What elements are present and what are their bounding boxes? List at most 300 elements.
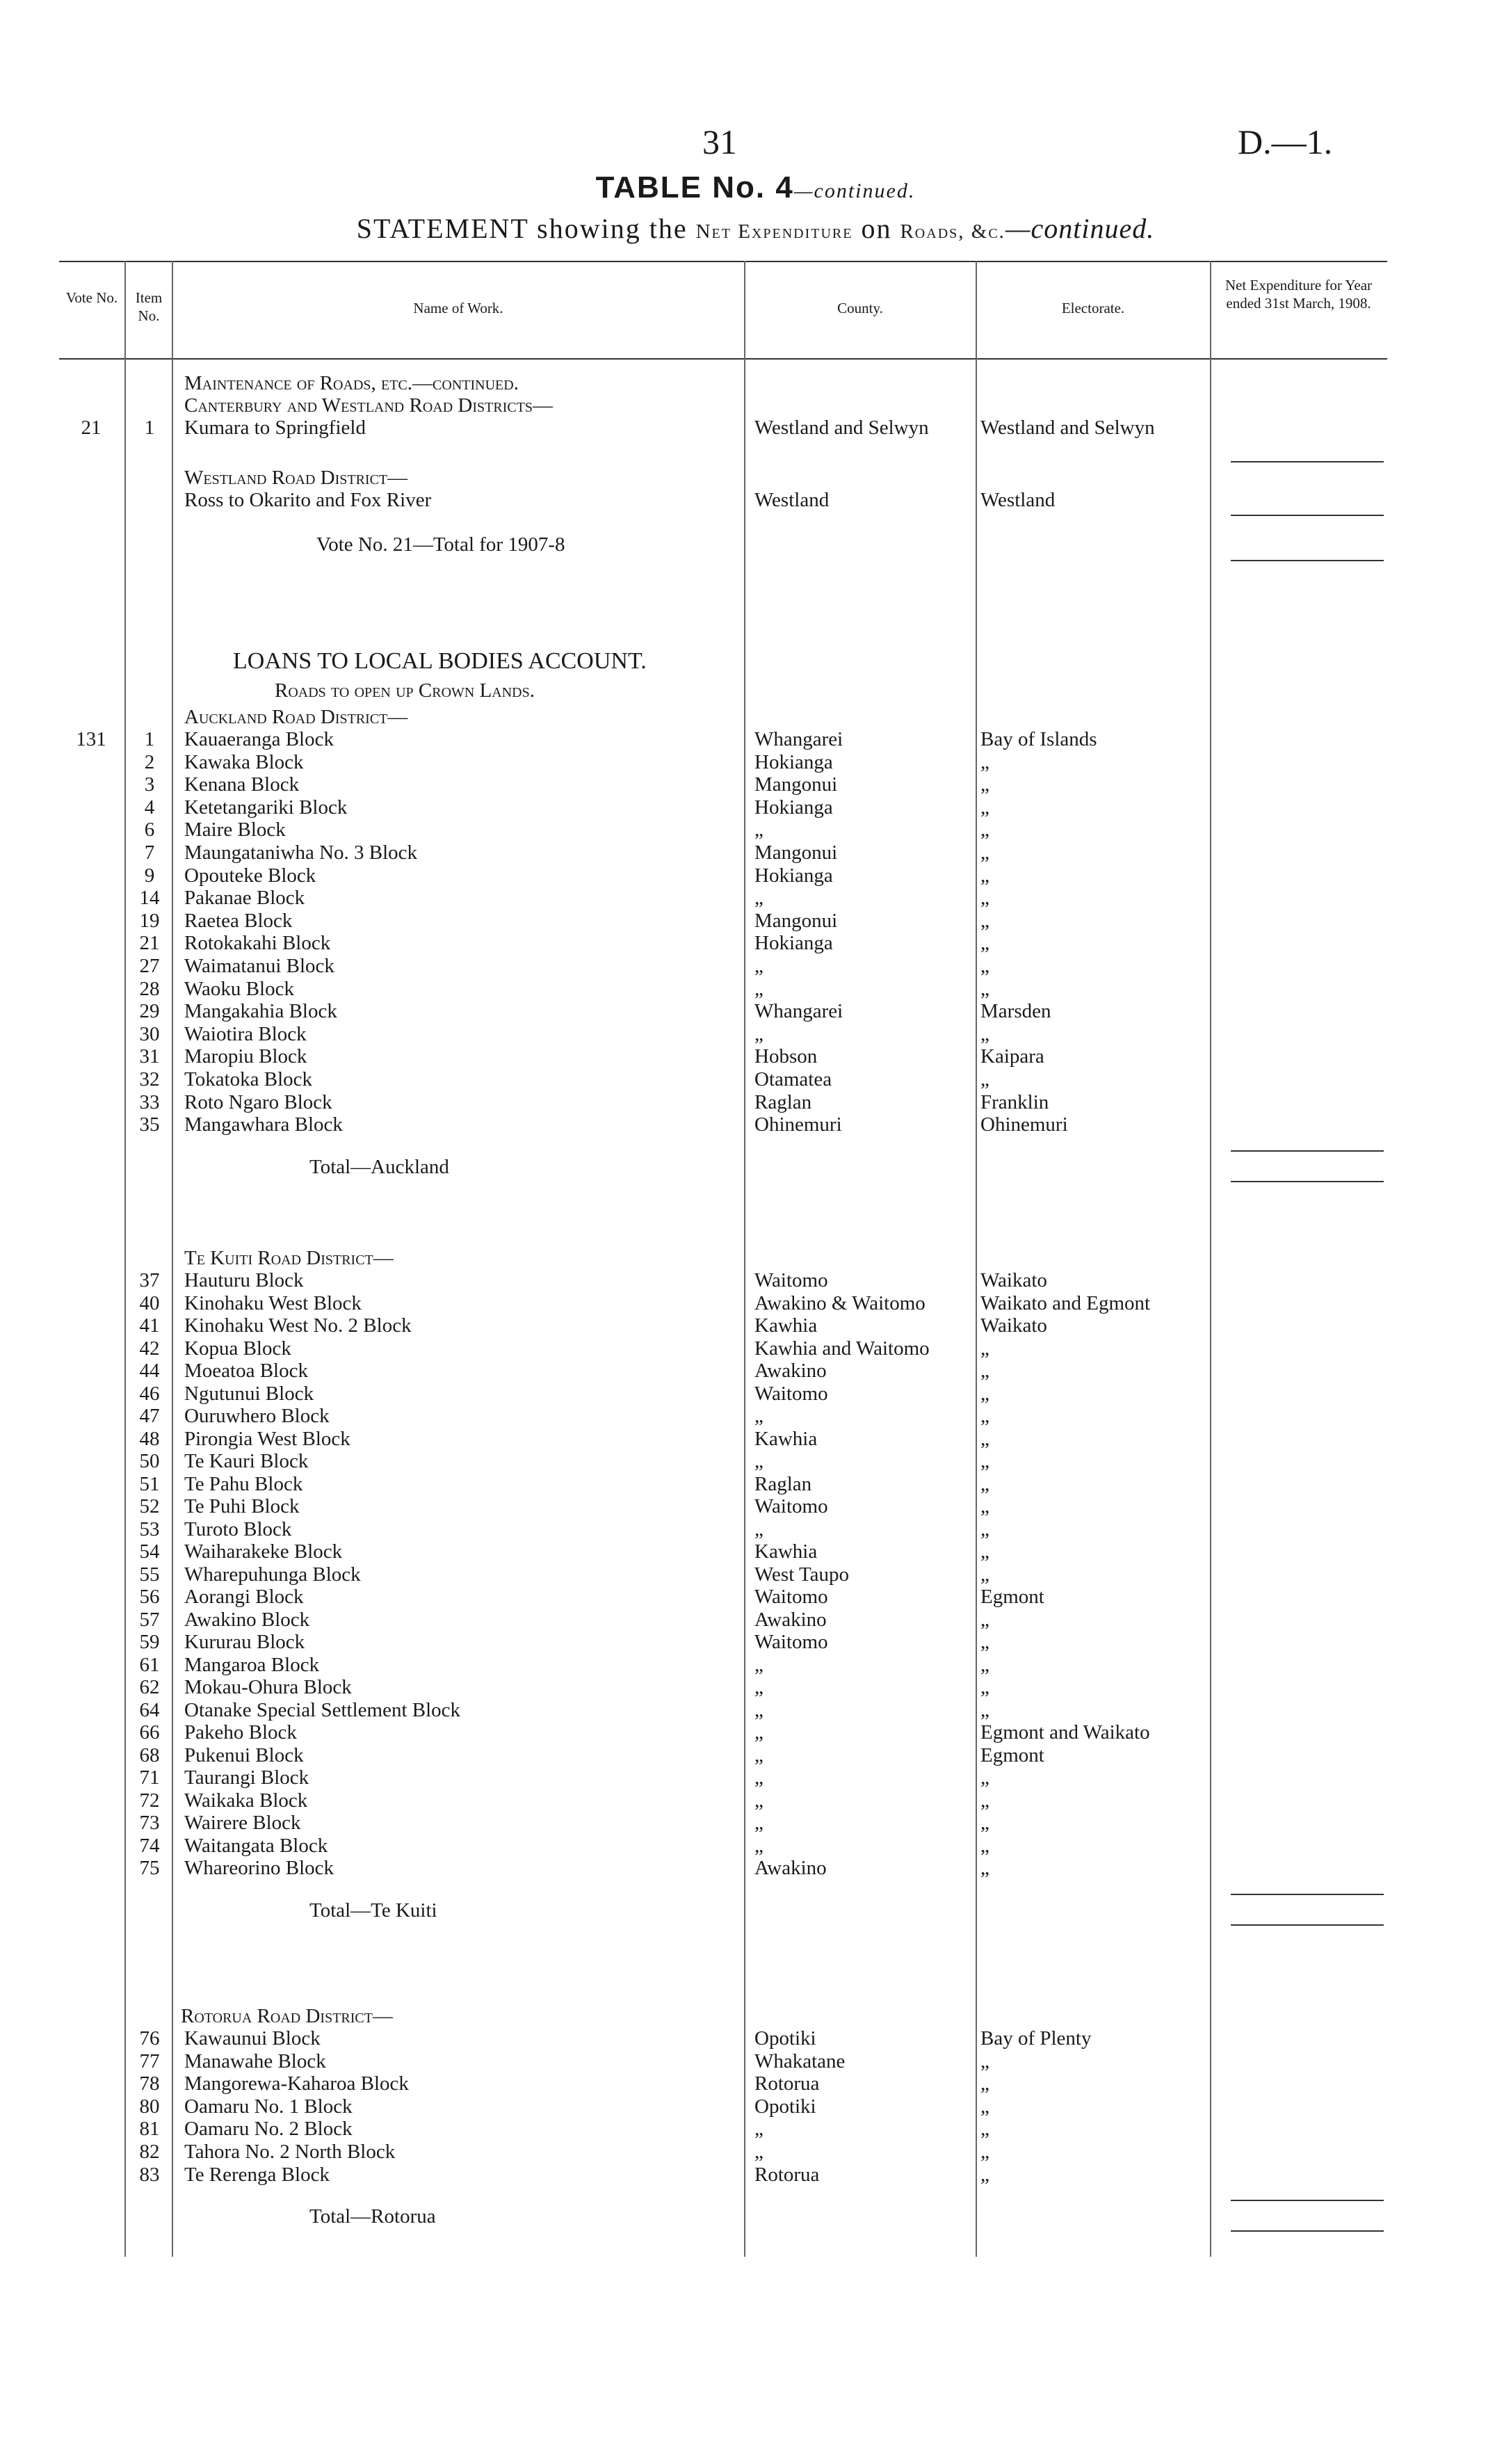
item-number: 77 xyxy=(139,2050,160,2072)
item-number: 33 xyxy=(139,1090,160,1113)
table-row xyxy=(59,2072,1387,2095)
table-row xyxy=(59,842,1387,864)
county: „ xyxy=(754,1653,763,1676)
table-row xyxy=(59,1835,1387,1857)
table-row xyxy=(59,751,1387,773)
work-name: Rotokakahi Block xyxy=(184,932,331,955)
electorate: „ xyxy=(980,1789,989,1812)
item-number: 53 xyxy=(139,1517,160,1540)
table-title xyxy=(0,170,1511,205)
county: „ xyxy=(754,1698,763,1721)
county: Waitomo xyxy=(754,1382,828,1405)
work-name: Moeatoa Block xyxy=(184,1360,308,1382)
electorate: Westland xyxy=(980,489,1056,511)
work-name: Whareorino Block xyxy=(184,1857,334,1879)
item-number: 66 xyxy=(139,1721,160,1744)
county: „ xyxy=(754,955,763,977)
work-name: Kauaeranga Block xyxy=(184,728,334,750)
crown-lands-heading: Roads to open up Crown Lands. xyxy=(275,679,535,702)
item-number: 32 xyxy=(139,1068,160,1090)
item-number: 21 xyxy=(139,932,160,955)
electorate: Marsden xyxy=(980,1000,1051,1023)
table-row xyxy=(59,1023,1387,1045)
table-row xyxy=(59,1540,1387,1563)
table-row xyxy=(59,1450,1387,1472)
table-row xyxy=(59,864,1387,887)
electorate: „ xyxy=(980,1382,989,1405)
total-bottom-rule xyxy=(1231,1181,1384,1182)
electorate: „ xyxy=(980,977,989,1000)
item-number: 19 xyxy=(139,909,160,932)
electorate: Westland and Selwyn xyxy=(980,417,1155,439)
table-row xyxy=(59,1766,1387,1789)
item-number: 54 xyxy=(139,1540,160,1563)
item-number: 41 xyxy=(139,1314,160,1337)
work-name: Maire Block xyxy=(184,819,286,842)
electorate: „ xyxy=(980,1608,989,1631)
county: „ xyxy=(754,1022,763,1045)
item-number: 80 xyxy=(139,2095,160,2118)
electorate: „ xyxy=(980,1698,989,1721)
electorate: „ xyxy=(980,750,989,773)
table-row xyxy=(59,728,1387,750)
table-row xyxy=(59,1744,1387,1766)
work-name: Hauturu Block xyxy=(184,1269,304,1291)
electorate: Ohinemuri xyxy=(980,1113,1068,1136)
table-row xyxy=(59,1383,1387,1405)
item-number: 1 xyxy=(144,728,155,750)
table-row xyxy=(59,1495,1387,1517)
table-row xyxy=(59,1000,1387,1022)
item-number: 57 xyxy=(139,1608,160,1631)
electorate: „ xyxy=(980,819,989,842)
county: Raglan xyxy=(754,1472,812,1495)
item-number: 64 xyxy=(139,1698,160,1721)
county: Rotorua xyxy=(754,2163,820,2186)
document-reference: D.—1. xyxy=(1238,122,1333,161)
electorate: „ xyxy=(980,909,989,932)
item-number: 74 xyxy=(139,1834,160,1857)
electorate: Kaipara xyxy=(980,1045,1044,1068)
electorate: „ xyxy=(980,1563,989,1586)
item-number: 2 xyxy=(144,750,155,773)
work-name: Oamaru No. 2 Block xyxy=(184,2118,353,2141)
electorate: Franklin xyxy=(980,1090,1049,1113)
electorate: „ xyxy=(980,1450,989,1472)
work-name: Mangaroa Block xyxy=(184,1653,320,1676)
work-name: Te Rerenga Block xyxy=(184,2163,330,2186)
county: Whangarei xyxy=(754,728,843,750)
item-number: 61 xyxy=(139,1653,160,1676)
te-kuiti-heading: Te Kuiti Road District— xyxy=(184,1247,394,1269)
item-number: 71 xyxy=(139,1766,160,1789)
electorate: Bay of Islands xyxy=(980,728,1097,750)
column-header-name: Name of Work. xyxy=(413,300,503,316)
total-row xyxy=(59,533,1387,556)
electorate: Egmont and Waikato xyxy=(980,1721,1150,1744)
statement-title xyxy=(0,212,1511,245)
table-row xyxy=(59,1812,1387,1834)
work-name: Waikaka Block xyxy=(184,1789,308,1812)
item-number: 81 xyxy=(139,2118,160,2141)
electorate: „ xyxy=(980,887,989,910)
work-name: Mangawhara Block xyxy=(184,1113,343,1136)
item-number: 62 xyxy=(139,1676,160,1698)
total-rule xyxy=(1231,560,1384,561)
column-header-item: Item No. xyxy=(135,289,163,324)
table-row xyxy=(59,2027,1387,2050)
county: „ xyxy=(754,1676,763,1698)
table-row xyxy=(59,1405,1387,1427)
item-number: 46 xyxy=(139,1382,160,1405)
item-number: 59 xyxy=(139,1631,160,1653)
table-row xyxy=(59,773,1387,796)
work-name: Ngutunui Block xyxy=(184,1382,314,1405)
electorate: „ xyxy=(980,1857,989,1879)
county: „ xyxy=(754,2118,763,2141)
item-number: 9 xyxy=(144,864,155,887)
work-name: Kenana Block xyxy=(184,773,300,796)
table-row xyxy=(59,1654,1387,1676)
electorate: „ xyxy=(980,773,989,796)
item-number: 40 xyxy=(139,1291,160,1314)
item-number: 29 xyxy=(139,1000,160,1023)
table-number: 4 xyxy=(775,170,794,204)
electorate: Waikato and Egmont xyxy=(980,1291,1151,1314)
work-name: Ouruwhero Block xyxy=(184,1405,330,1427)
electorate: Waikato xyxy=(980,1314,1047,1337)
electorate: Egmont xyxy=(980,1586,1044,1608)
total-label: Total—Te Kuiti xyxy=(309,1899,437,1922)
table-row xyxy=(59,978,1387,1000)
work-name: Ketetangariki Block xyxy=(184,796,348,819)
work-name: Kumara to Springfield xyxy=(184,417,366,439)
county: „ xyxy=(754,1517,763,1540)
table-row xyxy=(59,2141,1387,2163)
electorate: „ xyxy=(980,796,989,819)
table-title-suffix: —continued. xyxy=(793,179,916,202)
county: Rotorua xyxy=(754,2072,820,2095)
county: „ xyxy=(754,1834,763,1857)
total-top-rule xyxy=(1231,1894,1384,1895)
work-name: Pukenui Block xyxy=(184,1744,304,1766)
county: Waitomo xyxy=(754,1495,828,1517)
electorate: „ xyxy=(980,1834,989,1857)
item-number: 68 xyxy=(139,1744,160,1766)
electorate: „ xyxy=(980,1495,989,1517)
electorate: „ xyxy=(980,2095,989,2118)
item-number: 75 xyxy=(139,1857,160,1879)
work-name: Waoku Block xyxy=(184,977,294,1000)
table-row xyxy=(59,1473,1387,1495)
item-number: 14 xyxy=(139,887,160,910)
total-row xyxy=(59,2205,1387,2228)
work-name: Pirongia West Block xyxy=(184,1427,350,1450)
county: Awakino & Waitomo xyxy=(754,1291,926,1314)
electorate: „ xyxy=(980,1337,989,1360)
electorate: „ xyxy=(980,1472,989,1495)
table-row xyxy=(59,1721,1387,1744)
table-row xyxy=(59,1360,1387,1382)
county: Waitomo xyxy=(754,1586,828,1608)
electorate: „ xyxy=(980,1631,989,1653)
county: Kawhia xyxy=(754,1314,818,1337)
westland-heading: Westland Road District— xyxy=(184,467,408,489)
electorate: Bay of Plenty xyxy=(980,2027,1092,2050)
table-row xyxy=(59,796,1387,819)
table-row xyxy=(59,1518,1387,1540)
item-number: 48 xyxy=(139,1427,160,1450)
county: Westland xyxy=(754,489,830,511)
work-name: Waimatanui Block xyxy=(184,955,334,977)
work-name: Awakino Block xyxy=(184,1608,310,1631)
county: Awakino xyxy=(754,1608,827,1631)
work-name: Maropiu Block xyxy=(184,1045,307,1068)
work-name: Te Pahu Block xyxy=(184,1472,303,1495)
table-row xyxy=(59,2095,1387,2118)
county: Ohinemuri xyxy=(754,1113,842,1136)
item-number: 55 xyxy=(139,1563,160,1586)
county: Opotiki xyxy=(754,2027,816,2050)
county: „ xyxy=(754,1766,763,1789)
table-row xyxy=(59,1699,1387,1721)
item-number: 76 xyxy=(139,2027,160,2050)
electorate: „ xyxy=(980,2163,989,2186)
work-name: Waiharakeke Block xyxy=(184,1540,343,1563)
table-row xyxy=(59,1045,1387,1068)
work-name: Turoto Block xyxy=(184,1517,292,1540)
work-name: Manawahe Block xyxy=(184,2050,326,2072)
expenditure-table xyxy=(59,261,1387,2278)
item-number: 6 xyxy=(144,819,155,842)
county: „ xyxy=(754,1812,763,1834)
table-title-label: TABLE No. xyxy=(595,170,766,204)
county: Awakino xyxy=(754,1857,827,1879)
vote-number: 21 xyxy=(81,417,102,439)
column-header-county: County. xyxy=(837,300,883,316)
table-row xyxy=(59,1586,1387,1608)
item-number: 51 xyxy=(139,1472,160,1495)
electorate: „ xyxy=(980,2141,989,2163)
subtotal-rule xyxy=(1231,461,1384,462)
item-number: 4 xyxy=(144,796,155,819)
total-top-rule xyxy=(1231,2200,1384,2201)
table-top-rule xyxy=(59,261,1387,262)
table-row xyxy=(59,1563,1387,1586)
table-row xyxy=(59,1068,1387,1090)
county: Westland and Selwyn xyxy=(754,417,929,439)
electorate: „ xyxy=(980,1766,989,1789)
county: Mangonui xyxy=(754,773,838,796)
work-name: Waiotira Block xyxy=(184,1022,307,1045)
county: „ xyxy=(754,1721,763,1744)
item-number: 35 xyxy=(139,1113,160,1136)
total-label: Vote No. 21—Total for 1907-8 xyxy=(316,533,565,556)
statement-title-lead: STATEMENT showing the xyxy=(356,213,688,244)
total-label: Total—Auckland xyxy=(309,1155,449,1178)
table-row xyxy=(59,1337,1387,1360)
table-row xyxy=(59,1269,1387,1291)
work-name: Taurangi Block xyxy=(184,1766,309,1789)
loans-heading: LOANS TO LOCAL BODIES ACCOUNT. xyxy=(233,650,647,673)
work-name: Kinohaku West Block xyxy=(184,1291,362,1314)
total-bottom-rule xyxy=(1231,2230,1384,2232)
county: Kawhia xyxy=(754,1427,818,1450)
county: „ xyxy=(754,887,763,910)
item-number: 78 xyxy=(139,2072,160,2095)
county: Waitomo xyxy=(754,1269,828,1291)
rotorua-heading: Rotorua Road District— xyxy=(181,2005,393,2027)
county: West Taupo xyxy=(754,1563,850,1586)
work-name: Kawaka Block xyxy=(184,750,304,773)
county: Hokianga xyxy=(754,864,833,887)
statement-title-on: on xyxy=(861,213,892,244)
county: Kawhia xyxy=(754,1540,818,1563)
county: Whangarei xyxy=(754,1000,843,1023)
total-bottom-rule xyxy=(1231,1924,1384,1926)
item-number: 44 xyxy=(139,1360,160,1382)
electorate: „ xyxy=(980,1540,989,1563)
table-row xyxy=(59,417,1387,439)
work-name: Kinohaku West No. 2 Block xyxy=(184,1314,412,1337)
item-number: 56 xyxy=(139,1586,160,1608)
work-name: Maungataniwha No. 3 Block xyxy=(184,842,418,864)
electorate: „ xyxy=(980,1405,989,1427)
electorate: Egmont xyxy=(980,1744,1044,1766)
electorate: „ xyxy=(980,1360,989,1382)
county: Hokianga xyxy=(754,750,833,773)
county: Mangonui xyxy=(754,842,838,864)
county: „ xyxy=(754,1744,763,1766)
work-name: Wharepuhunga Block xyxy=(184,1563,361,1586)
statement-title-net-expenditure: Net Expenditure xyxy=(695,220,853,243)
table-row xyxy=(59,819,1387,841)
total-row xyxy=(59,1899,1387,1922)
work-name: Oamaru No. 1 Block xyxy=(184,2095,353,2118)
electorate: „ xyxy=(980,2118,989,2141)
county: „ xyxy=(754,1405,763,1427)
county: Hobson xyxy=(754,1045,818,1068)
item-number: 31 xyxy=(139,1045,160,1068)
county: Opotiki xyxy=(754,2095,816,2118)
work-name: Aorangi Block xyxy=(184,1586,304,1608)
work-name: Te Puhi Block xyxy=(184,1495,300,1517)
electorate: „ xyxy=(980,1653,989,1676)
table-row xyxy=(59,1091,1387,1113)
county: Otamatea xyxy=(754,1068,832,1090)
county: Mangonui xyxy=(754,909,838,932)
item-number: 82 xyxy=(139,2141,160,2163)
item-number: 27 xyxy=(139,955,160,977)
work-name: Pakeho Block xyxy=(184,1721,297,1744)
auckland-heading: Auckland Road District— xyxy=(184,706,408,728)
work-name: Tahora No. 2 North Block xyxy=(184,2141,396,2163)
county: „ xyxy=(754,2141,763,2163)
work-name: Pakanae Block xyxy=(184,887,305,910)
column-header-expenditure: Net Expenditure for Year ended 31st March, 1908. xyxy=(1225,277,1373,312)
maintenance-heading: Maintenance of Roads, etc.—continued. xyxy=(184,372,519,394)
work-name: Mangorewa-Kaharoa Block xyxy=(184,2072,409,2095)
table-row xyxy=(59,1428,1387,1450)
electorate: „ xyxy=(980,2072,989,2095)
item-number: 7 xyxy=(144,842,155,864)
work-name: Te Kauri Block xyxy=(184,1450,309,1472)
item-number: 72 xyxy=(139,1789,160,1812)
work-name: Tokatoka Block xyxy=(184,1068,313,1090)
electorate: „ xyxy=(980,1022,989,1045)
electorate: „ xyxy=(980,1812,989,1834)
county: Hokianga xyxy=(754,796,833,819)
subtotal-rule xyxy=(1231,515,1384,516)
electorate: „ xyxy=(980,1517,989,1540)
table-row xyxy=(59,1314,1387,1337)
county: Hokianga xyxy=(754,932,833,955)
table-row xyxy=(59,1857,1387,1879)
county: Raglan xyxy=(754,1090,812,1113)
table-row xyxy=(59,1609,1387,1631)
item-number: 83 xyxy=(139,2163,160,2186)
table-row xyxy=(59,1676,1387,1698)
work-name: Raetea Block xyxy=(184,909,293,932)
county: „ xyxy=(754,1789,763,1812)
item-number: 1 xyxy=(144,417,155,439)
electorate: „ xyxy=(980,1068,989,1090)
county: Awakino xyxy=(754,1360,827,1382)
canterbury-westland-heading: Canterbury and Westland Road Districts— xyxy=(184,394,554,417)
page-number: 31 xyxy=(702,122,737,161)
table-row xyxy=(59,2164,1387,2186)
table-row xyxy=(59,910,1387,932)
work-name: Mokau-Ohura Block xyxy=(184,1676,352,1698)
county: „ xyxy=(754,819,763,842)
work-name: Kopua Block xyxy=(184,1337,291,1360)
electorate: „ xyxy=(980,955,989,977)
table-row xyxy=(59,887,1387,909)
table-row xyxy=(59,1113,1387,1136)
table-row xyxy=(59,2118,1387,2140)
work-name: Kawaunui Block xyxy=(184,2027,321,2050)
total-top-rule xyxy=(1231,1150,1384,1152)
electorate: „ xyxy=(980,2050,989,2072)
electorate: „ xyxy=(980,1676,989,1698)
item-number: 3 xyxy=(144,773,155,796)
item-number: 42 xyxy=(139,1337,160,1360)
work-name: Roto Ngaro Block xyxy=(184,1090,332,1113)
item-number: 52 xyxy=(139,1495,160,1517)
county: „ xyxy=(754,1450,763,1472)
table-row xyxy=(59,932,1387,954)
item-number: 28 xyxy=(139,977,160,1000)
total-row xyxy=(59,1156,1387,1178)
table-row xyxy=(59,1789,1387,1812)
statement-title-roads: Roads, &c. xyxy=(900,220,1005,243)
work-name: Waitangata Block xyxy=(184,1834,328,1857)
electorate: „ xyxy=(980,864,989,887)
column-header-electorate: Electorate. xyxy=(1061,300,1125,316)
electorate: „ xyxy=(980,1427,989,1450)
item-number: 37 xyxy=(139,1269,160,1291)
table-row xyxy=(59,2050,1387,2072)
item-number: 30 xyxy=(139,1022,160,1045)
table-row xyxy=(59,1292,1387,1314)
table-row xyxy=(59,955,1387,977)
electorate: „ xyxy=(980,932,989,955)
statement-title-continued: —continued. xyxy=(1005,213,1155,244)
work-name: Wairere Block xyxy=(184,1812,301,1834)
total-label: Total—Rotorua xyxy=(309,2205,436,2228)
table-header-rule xyxy=(59,358,1387,360)
item-number: 73 xyxy=(139,1812,160,1834)
